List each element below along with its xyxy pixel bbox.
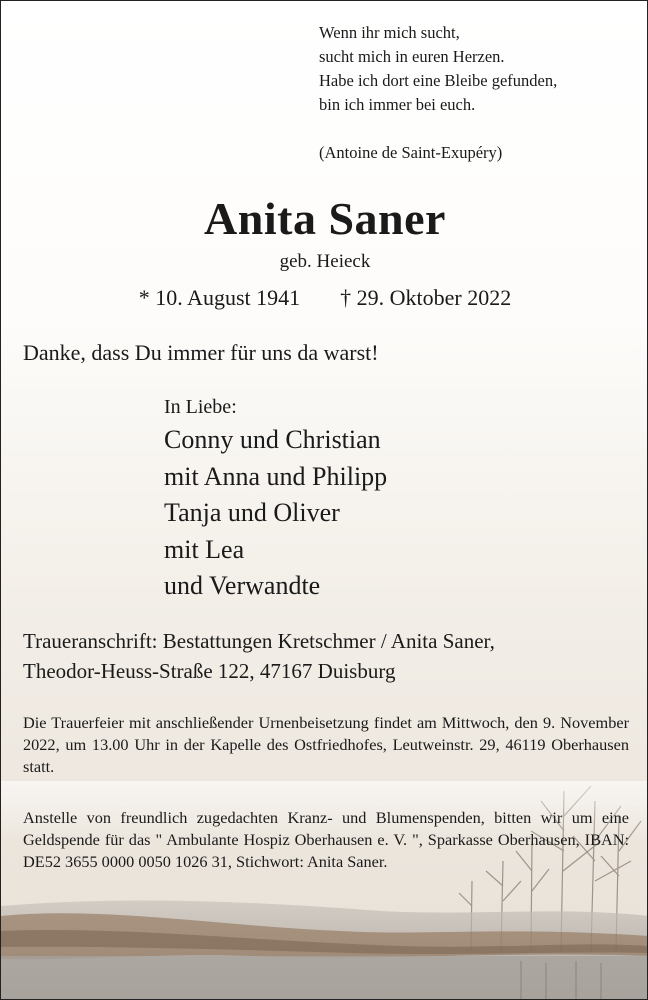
mourner-line: mit Lea	[164, 534, 245, 564]
thanks-line: Danke, dass Du immer für uns da warst!	[23, 340, 379, 365]
mourners-intro: In Liebe:	[164, 396, 237, 418]
ceremony-info: Die Trauerfeier mit anschließender Urnenbeisetzung findet am Mittwoch, den 9. November 2022, um 13.00 Uhr in der Kapelle des Ostfriedhofes, Leutweinstr. 29, 46119 Oberhausen statt.	[23, 713, 629, 776]
life-dates	[1, 283, 648, 313]
mourner-line: mit Anna und Philipp	[164, 461, 388, 491]
poem-line: Wenn ihr mich sucht,	[319, 23, 460, 42]
mourning-address	[23, 626, 495, 686]
deceased-name: Anita Saner	[204, 193, 446, 244]
poem	[319, 21, 557, 165]
address-line: Traueranschrift: Bestattungen Kretschmer / Anita Saner,	[23, 629, 495, 653]
poem-line: Habe ich dort eine Bleibe gefunden,	[319, 71, 558, 90]
poem-author: (Antoine de Saint-Exupéry)	[319, 143, 503, 162]
poem-line: sucht mich in euren Herzen.	[319, 47, 505, 66]
donation-info: Anstelle von freundlich zugedachten Kranz- und Blumenspenden, bitten wir um eine Geldspende für das " Ambulante Hospiz Oberhausen e. V. ", Sparkasse Oberhausen, IBAN: DE52 3655 0000 0050 1026 31, Stichwort: Anita Saner.	[23, 808, 629, 871]
death-date: † 29. Oktober 2022	[340, 285, 512, 310]
maiden-name: geb. Heieck	[279, 251, 371, 272]
address-line: Theodor-Heuss-Straße 122, 47167 Duisburg	[23, 659, 396, 683]
mourner-line: und Verwandte	[164, 571, 321, 600]
mourner-line: Tanja und Oliver	[164, 498, 340, 527]
mourners-list	[164, 422, 387, 605]
birth-date: * 10. August 1941	[138, 285, 301, 310]
poem-line: bin ich immer bei euch.	[319, 95, 476, 114]
mourner-line: Conny und Christian	[164, 425, 381, 454]
